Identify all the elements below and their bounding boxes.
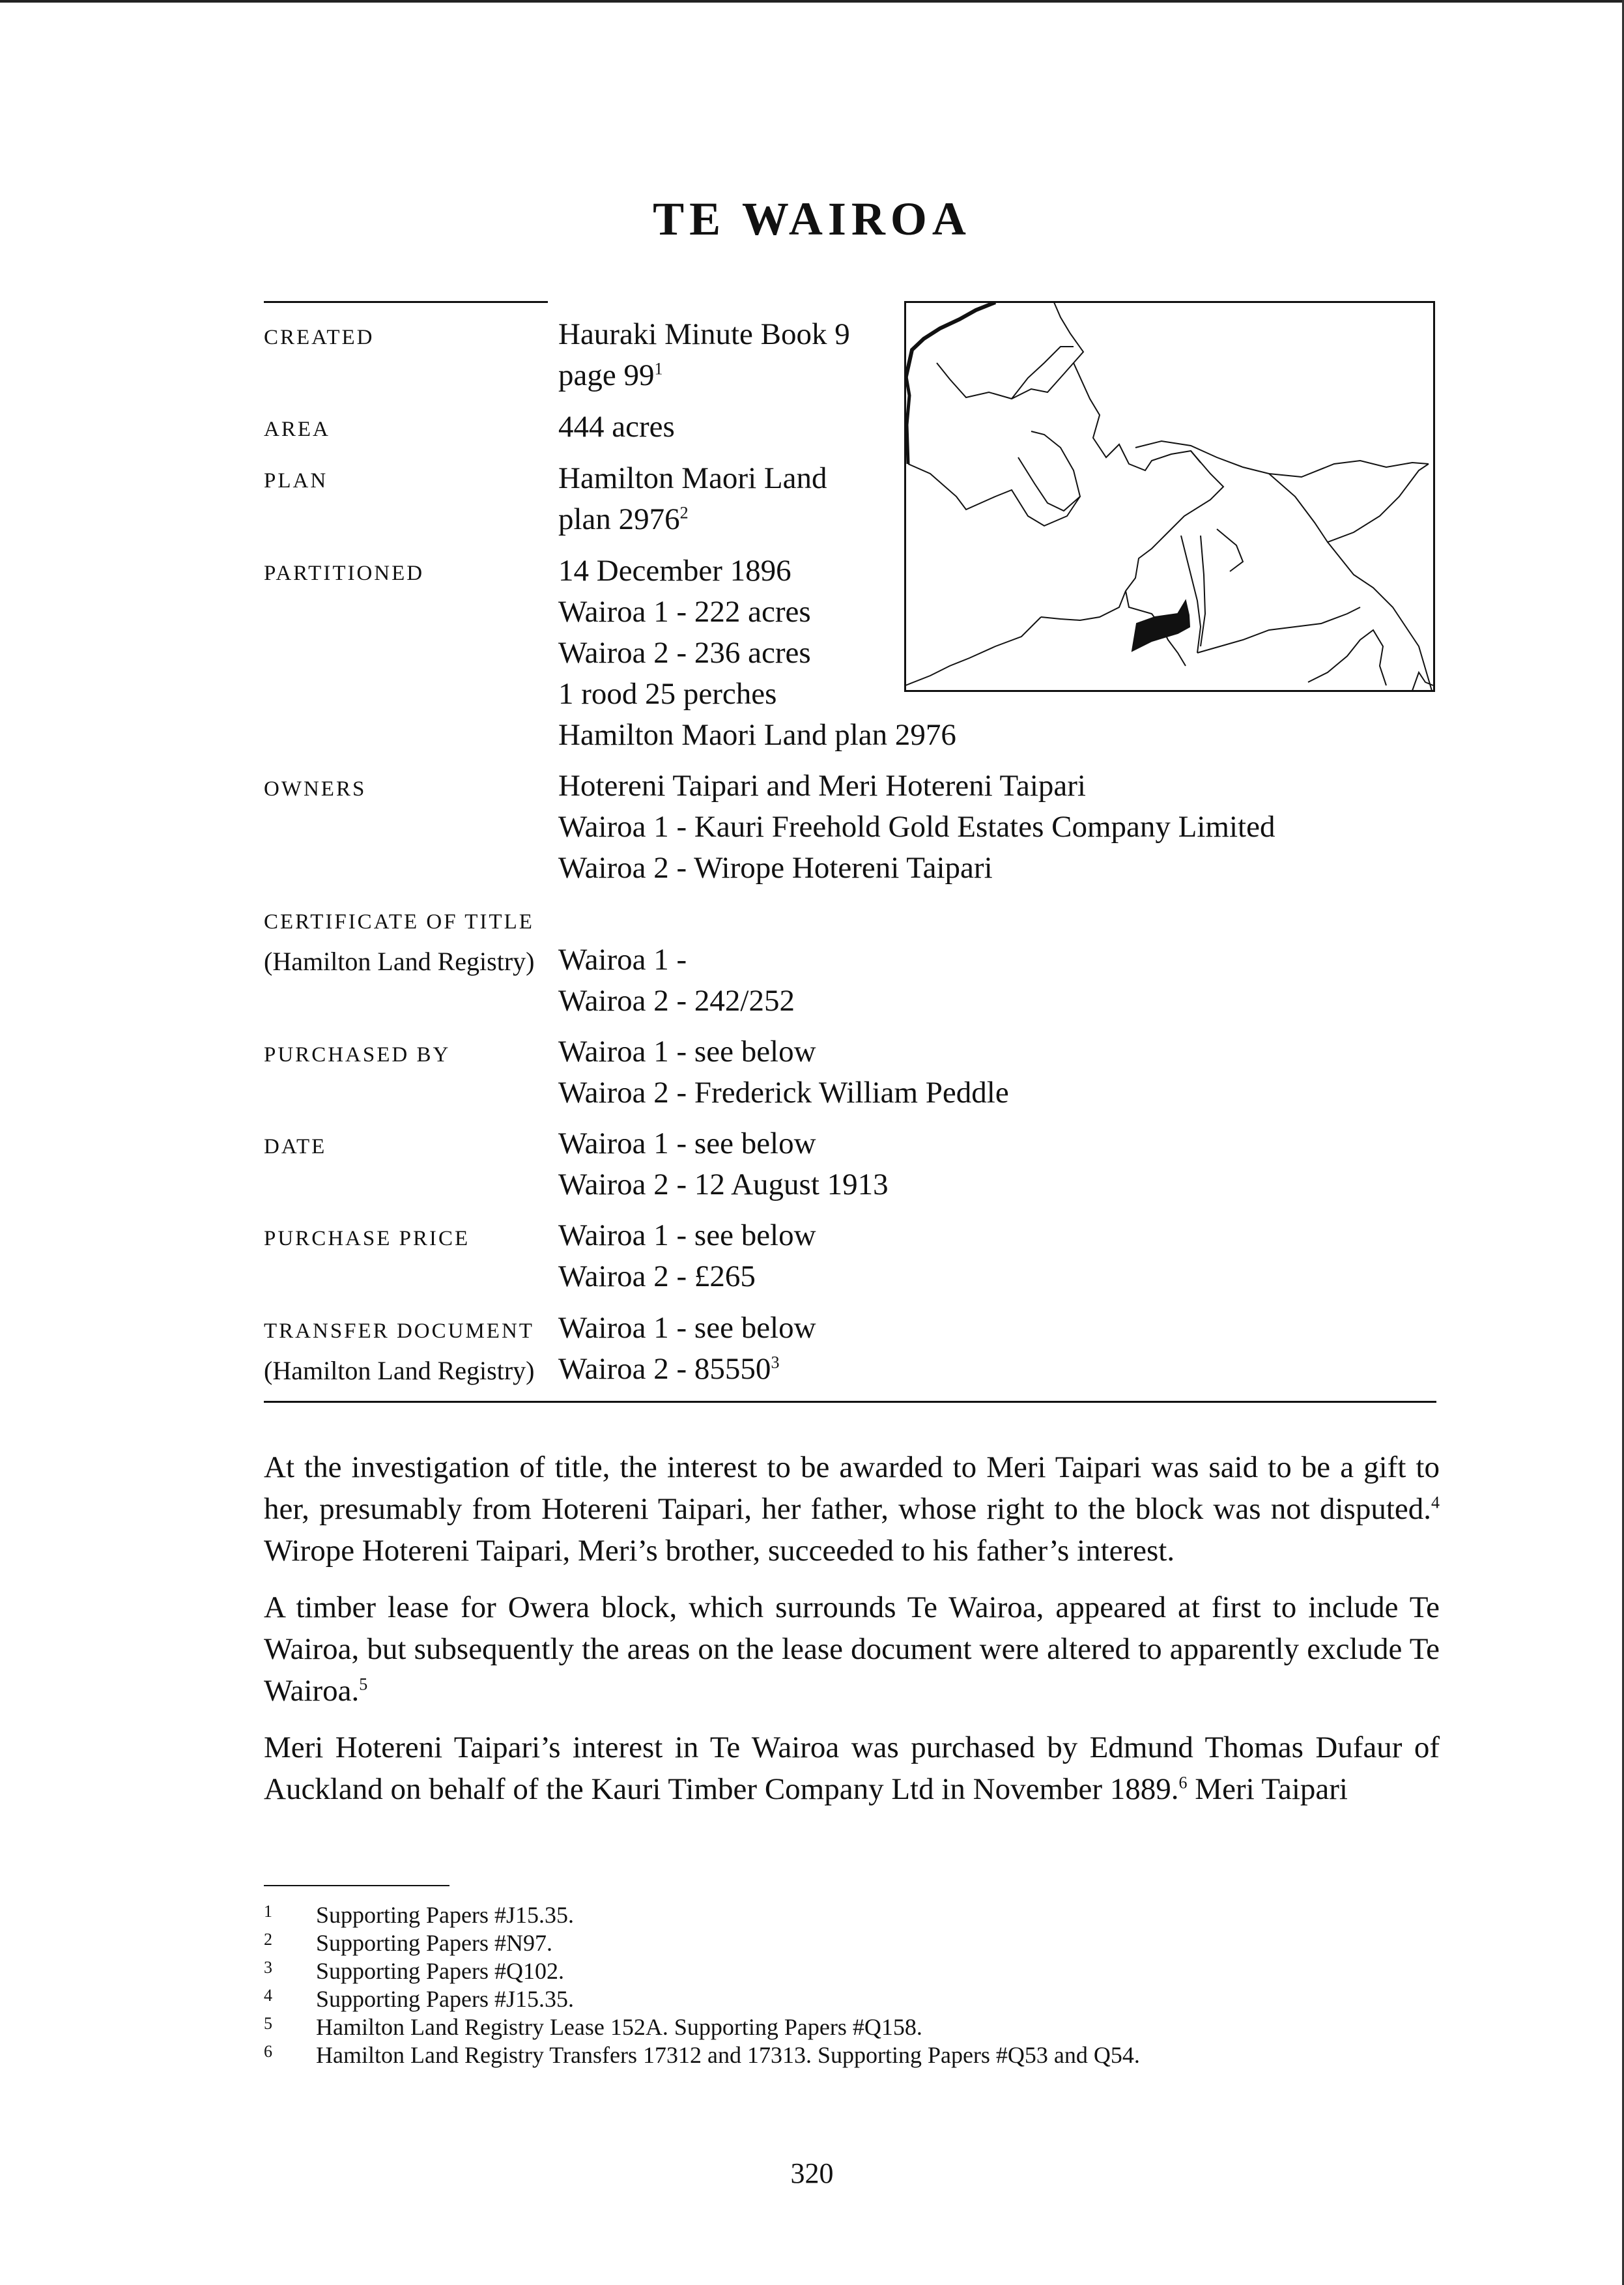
footnote-number: 5	[264, 2014, 272, 2033]
paragraph-1-text: At the investigation of title, the interest to be awarded to Meri Taipari was said to be a gift to her, presumably from Hotereni Taipari, her father, whose right to the block was not disputed.	[264, 1450, 1440, 1526]
paragraph-3-text: Meri Hotereni Taipari’s interest in Te Wairoa was purchased by Edmund Thomas Dufaur of Auckland on behalf of the Kauri Timber Company Ltd in November 1889.	[264, 1731, 1440, 1806]
date-line-2: Wairoa 2 - 12 August 1913	[558, 1168, 889, 1201]
area-label: AREA	[264, 418, 330, 441]
footnote-number: 3	[264, 1958, 272, 1977]
footnote-item	[264, 1929, 1436, 1957]
certificate-sublabel: (Hamilton Land Registry)	[264, 947, 535, 976]
footnote-number: 1	[264, 1902, 272, 1921]
certificate-label: CERTIFICATE OF TITLE	[264, 910, 534, 934]
purchase-price-value	[558, 1215, 816, 1297]
partitioned-line-1: 14 December 1896	[558, 554, 791, 588]
partitioned-line-2: Wairoa 1 - 222 acres	[558, 595, 811, 629]
purchased-by-line-1: Wairoa 1 - see below	[558, 1035, 816, 1069]
footnote-number: 2	[264, 1930, 272, 1949]
transfer-sublabel: (Hamilton Land Registry)	[264, 1356, 535, 1385]
footnote-text: Supporting Papers #J15.35.	[316, 1986, 574, 2012]
purchase-price-line-2: Wairoa 2 - £265	[558, 1259, 756, 1293]
created-line-2: page 99	[558, 358, 655, 392]
created-label: CREATED	[264, 326, 375, 349]
purchased-by-line-2: Wairoa 2 - Frederick William Peddle	[558, 1076, 1009, 1110]
paragraph-3	[264, 1727, 1440, 1810]
partitioned-line-3: Wairoa 2 - 236 acres	[558, 636, 811, 670]
partitioned-value	[558, 551, 956, 756]
partitioned-line-5: Hamilton Maori Land plan 2976	[558, 718, 956, 752]
page-title: TE WAIROA	[653, 193, 971, 245]
plan-line-2: plan 2976	[558, 502, 680, 536]
date-value	[558, 1123, 889, 1205]
certificate-value	[558, 940, 795, 1022]
transfer-line-1: Wairoa 1 - see below	[558, 1311, 816, 1345]
table-top-rule	[264, 301, 548, 303]
owners-label: OWNERS	[264, 777, 367, 801]
paragraph-2-text: A timber lease for Owera block, which surrounds Te Wairoa, appeared at first to include Te Wairoa, but subsequently the areas on the lease document were altered to apparently exclude Te Wairoa.	[264, 1590, 1440, 1708]
plan-line-1: Hamilton Maori Land	[558, 461, 827, 495]
location-map	[904, 301, 1435, 692]
location-map-drawing	[904, 301, 1435, 692]
partitioned-line-4: 1 rood 25 perches	[558, 677, 777, 711]
footnote-text: Supporting Papers #N97.	[316, 1930, 552, 1956]
footnote-ref-3: 3	[771, 1353, 780, 1372]
owners-line-2: Wairoa 1 - Kauri Freehold Gold Estates Company Limited	[558, 810, 1275, 844]
page-number: 320	[790, 2157, 834, 2189]
transfer-value	[558, 1308, 816, 1390]
purchase-price-line-1: Wairoa 1 - see below	[558, 1218, 816, 1252]
transfer-line-2: Wairoa 2 - 85550	[558, 1352, 771, 1386]
created-value	[558, 314, 850, 396]
date-label: DATE	[264, 1135, 327, 1158]
owners-value	[558, 766, 1275, 889]
footnote-number: 4	[264, 1986, 272, 2005]
footnote-item	[264, 1957, 1436, 1985]
footnote-ref-4: 4	[1431, 1493, 1440, 1512]
purchase-price-label: PURCHASE PRICE	[264, 1227, 470, 1250]
partitioned-label: PARTITIONED	[264, 562, 425, 585]
footnote-ref-2: 2	[679, 503, 689, 523]
plan-value	[558, 458, 827, 540]
table-bottom-rule	[264, 1401, 1436, 1403]
plan-label: PLAN	[264, 469, 328, 493]
paragraph-2	[264, 1587, 1440, 1712]
footnote-number: 6	[264, 2042, 272, 2061]
footnote-item	[264, 2013, 1436, 2041]
footnote-item	[264, 1985, 1436, 2013]
footnote-rule	[264, 1885, 449, 1886]
area-value	[558, 407, 675, 448]
footnote-text: Hamilton Land Registry Transfers 17312 and 17313. Supporting Papers #Q53 and Q54.	[316, 2042, 1140, 2068]
owners-line-3: Wairoa 2 - Wirope Hotereni Taipari	[558, 851, 993, 885]
footnote-item	[264, 2041, 1436, 2069]
certificate-line-2: Wairoa 2 - 242/252	[558, 984, 795, 1018]
paragraph-1-text-cont: Wirope Hotereni Taipari, Meri’s brother, succeeded to his father’s interest.	[264, 1534, 1175, 1568]
date-line-1: Wairoa 1 - see below	[558, 1127, 816, 1160]
footnote-text: Hamilton Land Registry Lease 152A. Supporting Papers #Q158.	[316, 2014, 922, 2040]
footnote-text: Supporting Papers #Q102.	[316, 1958, 564, 1984]
footnote-ref-5: 5	[359, 1674, 368, 1694]
certificate-line-1: Wairoa 1 -	[558, 943, 687, 977]
transfer-label: TRANSFER DOCUMENT	[264, 1319, 534, 1343]
purchased-by-label: PURCHASED BY	[264, 1043, 451, 1067]
footnotes	[264, 1901, 1436, 2069]
created-line-1: Hauraki Minute Book 9	[558, 317, 850, 351]
footnote-text: Supporting Papers #J15.35.	[316, 1902, 574, 1928]
footnote-ref-6: 6	[1178, 1773, 1188, 1792]
footnote-ref-1: 1	[654, 359, 663, 379]
owners-line-1: Hotereni Taipari and Meri Hotereni Taipari	[558, 769, 1086, 803]
purchased-by-value	[558, 1031, 1009, 1114]
paragraph-3-text-cont: Meri Taipari	[1187, 1772, 1348, 1806]
page-border-top	[0, 0, 1624, 3]
paragraph-1	[264, 1446, 1440, 1572]
area-line-1: 444 acres	[558, 410, 675, 444]
footnote-item	[264, 1901, 1436, 1929]
